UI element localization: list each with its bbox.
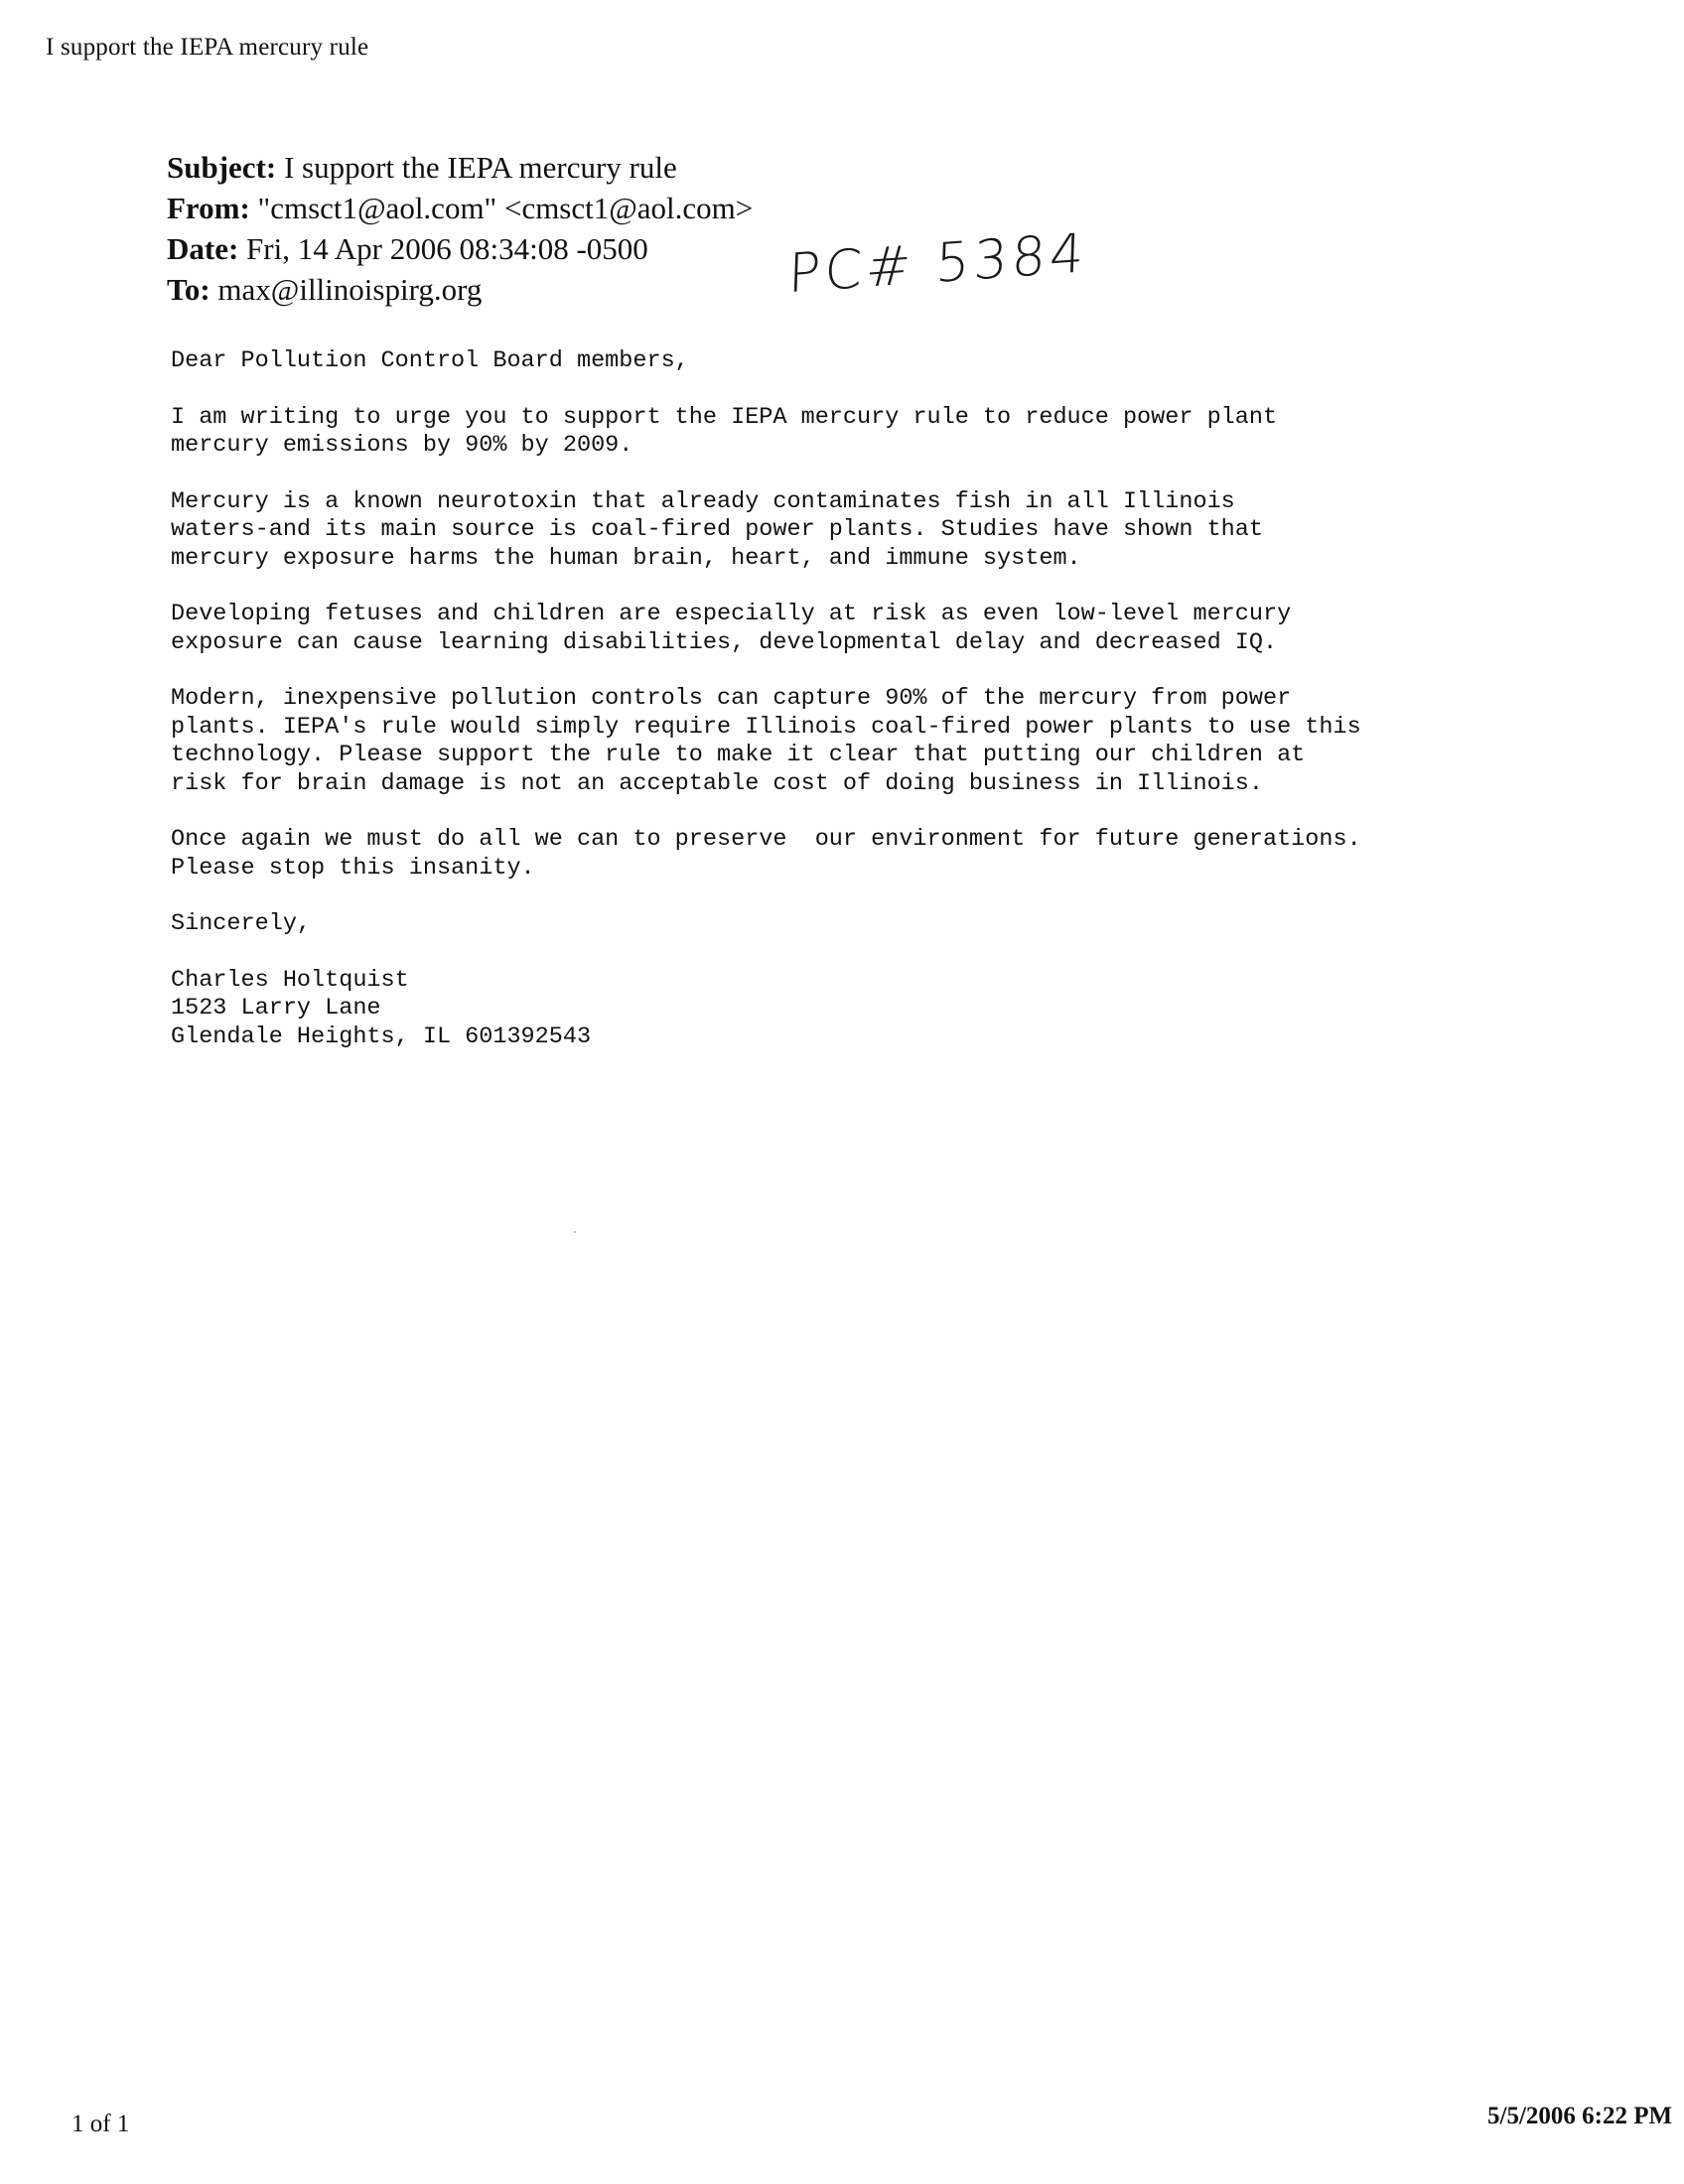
scan-speck (574, 1231, 576, 1233)
date-label: Date: (167, 231, 239, 266)
page-header-title: I support the IEPA mercury rule (46, 34, 369, 61)
to-row (167, 269, 753, 310)
signature-street: 1523 Larry Lane (171, 995, 381, 1022)
body-paragraph-5: Once again we must do all we can to preserve our environment for future generations. Please stop this insanity. (171, 826, 1361, 882)
body-paragraph-2: Mercury is a known neurotoxin that already contaminates fish in all Illinois waters-and its main source is coal-fired power plants. Studies have shown that mercury exposure harms the human brain, heart, and immune system. (171, 487, 1263, 572)
salutation: Dear Pollution Control Board members, (171, 347, 689, 374)
subject-row (167, 147, 753, 188)
date-row (167, 228, 753, 269)
page-indicator: 1 of 1 (71, 2111, 130, 2137)
closing: Sincerely, (171, 910, 312, 937)
signature-name: Charles Holtquist (171, 966, 409, 994)
date-value: Fri, 14 Apr 2006 08:34:08 -0500 (246, 231, 648, 266)
to-value: max@illinoispirg.org (217, 272, 483, 307)
from-value: "cmsct1@aol.com" <cmsct1@aol.com> (257, 191, 754, 225)
subject-label: Subject: (167, 150, 277, 185)
to-label: To: (167, 272, 210, 307)
printed-datetime: 5/5/2006 6:22 PM (1487, 2103, 1673, 2129)
email-headers (167, 147, 753, 310)
from-label: From: (167, 191, 250, 225)
signature-block (171, 967, 1660, 1052)
body-paragraph-3: Developing fetuses and children are especially at risk as even low-level mercury exposure can cause learning disabilities, developmental delay and decreased IQ. (171, 601, 1292, 656)
signature-city: Glendale Heights, IL 601392543 (171, 1023, 592, 1050)
body-paragraph-1: I am writing to urge you to support the IEPA mercury rule to reduce power plant mercury emissions by 90% by 2009. (171, 403, 1278, 459)
handwritten-record-number: PC# 5384 (786, 220, 1089, 306)
body-paragraph-4: Modern, inexpensive pollution controls can capture 90% of the mercury from power plants. IEPA's rule would simply require Illinois coal-fired power plants to use this technology. Please support the rule to make it clear that putting our children at risk for brain damage is not an acceptable cost of doing business in Illinois. (171, 685, 1361, 797)
letter-body (171, 347, 1660, 1051)
from-row (167, 188, 753, 228)
subject-value: I support the IEPA mercury rule (283, 150, 677, 185)
